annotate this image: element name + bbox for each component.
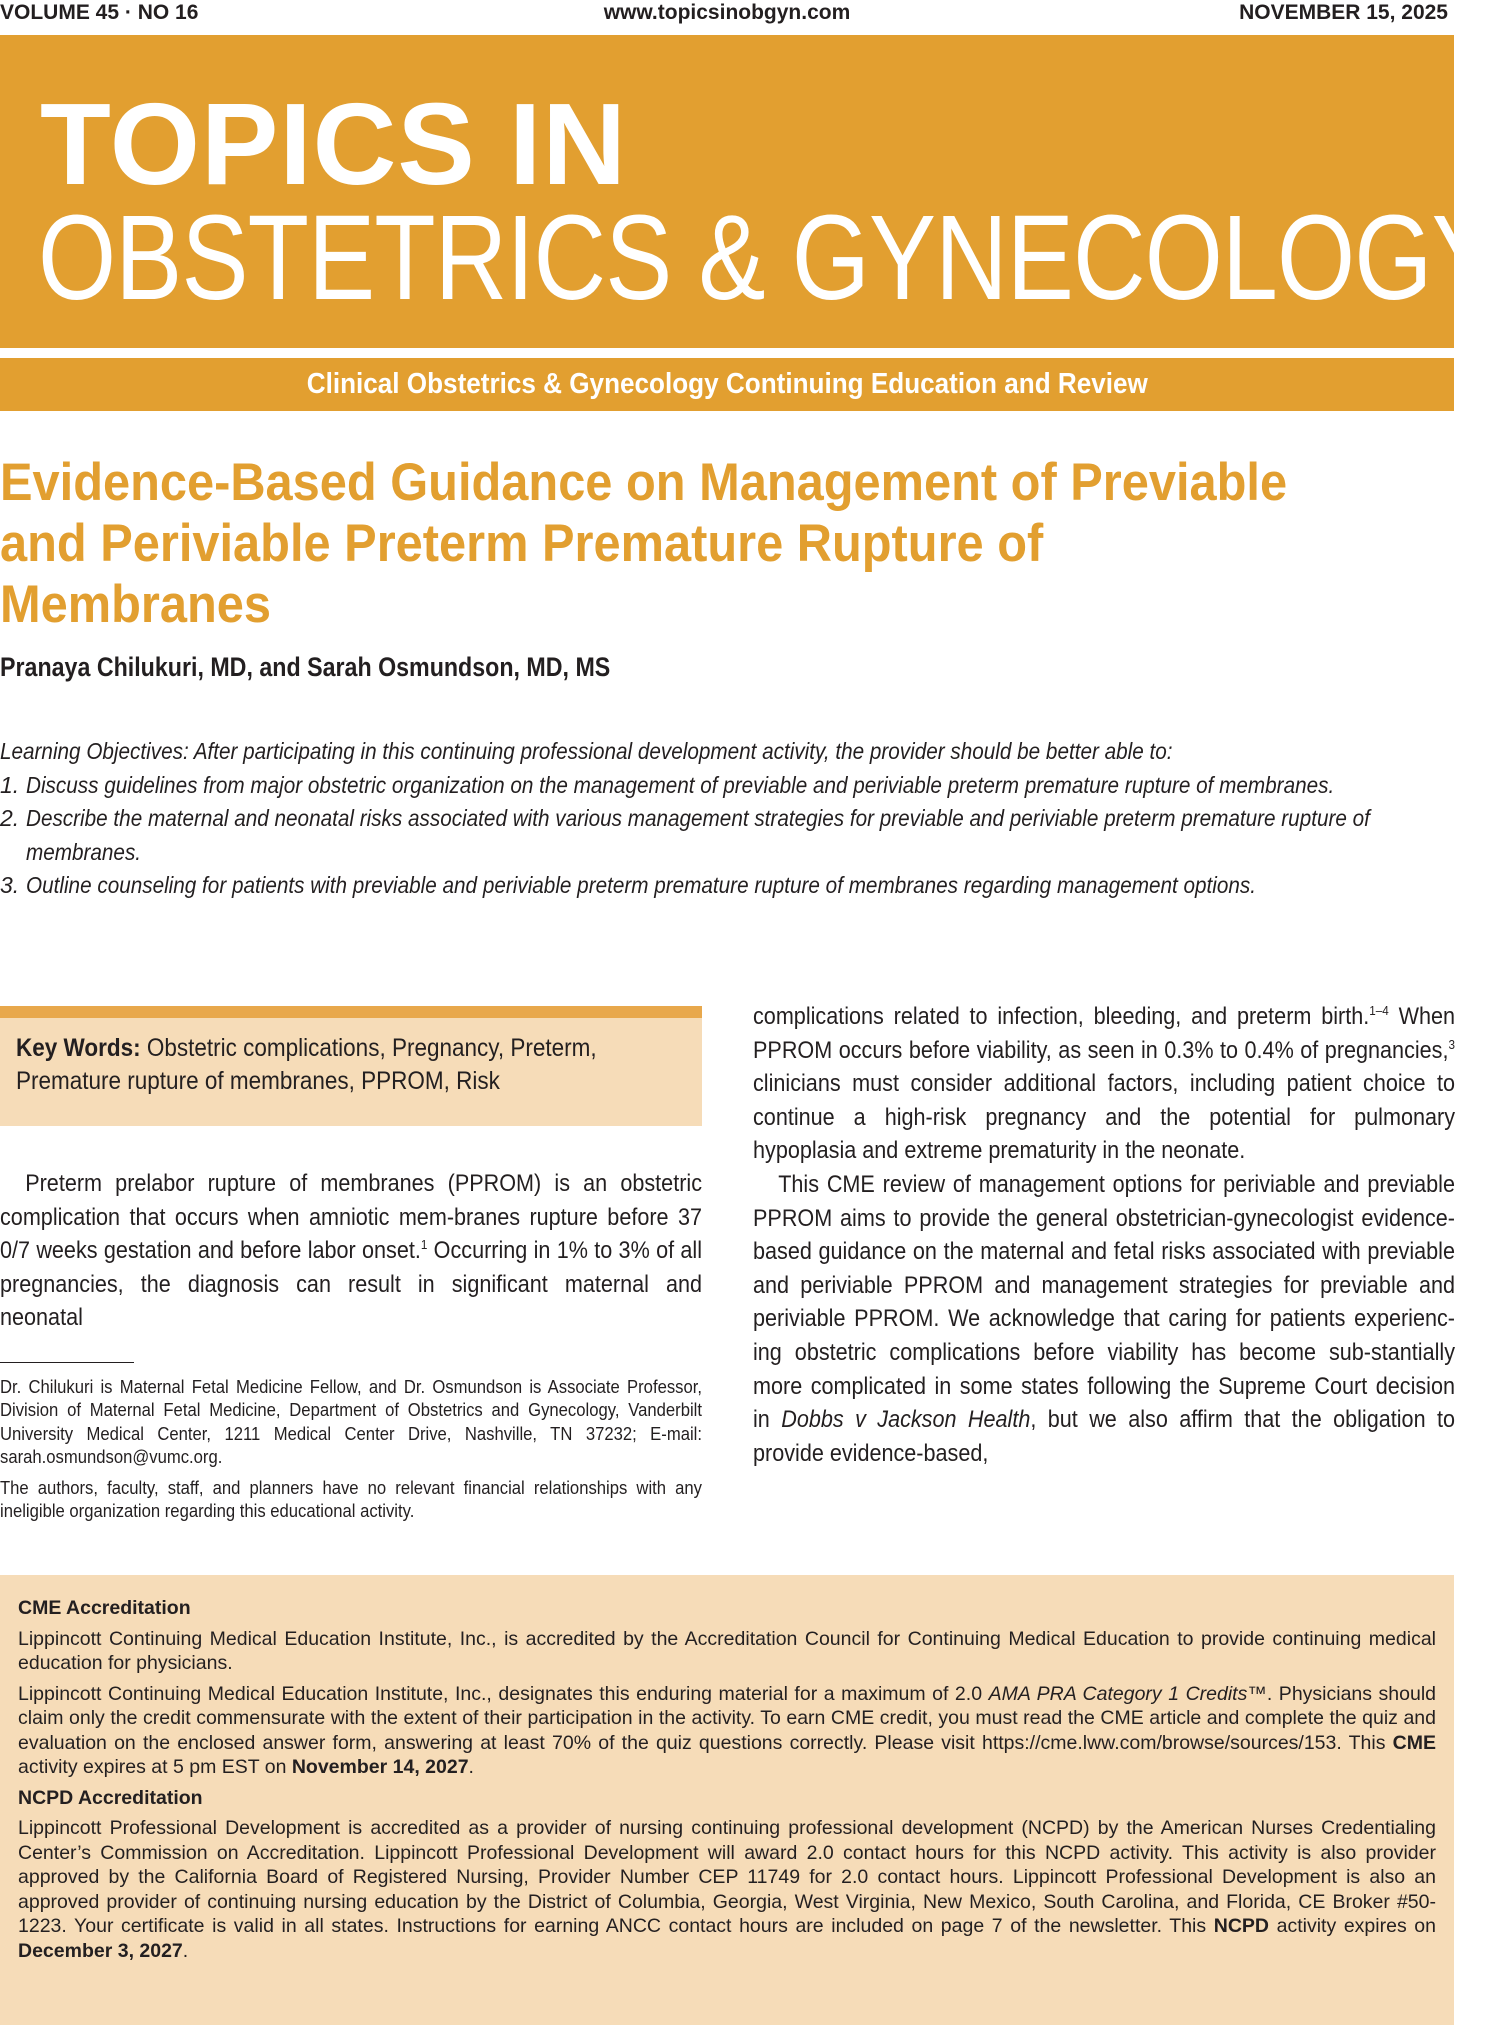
learning-objective-item	[0, 869, 1454, 903]
cme-expiry-date: November 14, 2027	[291, 1756, 469, 1778]
ncpd-accreditation-heading: NCPD Accreditation	[18, 1786, 203, 1809]
body-paragraph	[753, 1000, 1455, 1168]
body-text: clinicians must consider additional factors, including patient choice to continue a high-risk pregnancy and the potential for pulmonary hypoplasia and extreme prematurity in the neonate.	[753, 1070, 1455, 1165]
ncpd-accreditation-statement	[18, 1816, 1436, 1963]
website-link[interactable]: www.topicsinobgyn.com	[603, 1, 851, 24]
volume-issue: VOLUME 45 · NO 16	[0, 1, 199, 24]
learning-objective-item	[0, 802, 1454, 869]
objective-number: 3.	[0, 872, 20, 898]
masthead-subtitle	[0, 358, 1454, 411]
learning-objective-item	[0, 769, 1454, 803]
objective-text: Outline counseling for patients with previable and periviable preterm premature rupture of membranes regarding management options.	[26, 872, 1257, 898]
objective-number: 1.	[0, 771, 20, 798]
learning-objectives-intro: Learning Objectives: After participating in this continuing professional development activity, the provider should be better able to:	[0, 738, 1173, 764]
body-paragraph	[753, 1168, 1455, 1470]
keywords-text	[16, 1032, 700, 1098]
footnote-divider	[0, 1362, 134, 1363]
keywords-label: Key Words:	[16, 1034, 141, 1062]
learning-objectives	[0, 735, 1454, 903]
citation[interactable]: 1	[420, 1237, 428, 1253]
cme-text: activity expires at 5 pm EST on	[18, 1756, 292, 1778]
body-column-left	[0, 1167, 702, 1335]
objective-number: 2.	[0, 805, 20, 831]
masthead-title-line2: OBSTETRICS & GYNECOLOGY	[38, 189, 1498, 325]
ncpd-expiry-date: December 3, 2027	[18, 1939, 183, 1962]
article-title-line: Evidence-Based Guidance on Management of Previable	[0, 453, 1288, 512]
body-text: When PPROM occurs before viability, as seen in 0.3% to 0.4% of pregnancies,	[753, 1003, 1455, 1064]
masthead-title-line1: TOPICS IN	[40, 79, 627, 209]
citation[interactable]: 3	[1448, 1036, 1455, 1052]
cme-label: CME	[1392, 1731, 1436, 1754]
article-title	[0, 452, 1454, 635]
masthead-subtitle-text: Clinical Obstetrics & Gynecology Continuing Education and Review	[306, 368, 1148, 400]
cme-credit-designation	[18, 1682, 1436, 1780]
author-affiliation: Dr. Chilukuri is Maternal Fetal Medicine Fellow, and Dr. Osmundson is Associate Professor, Division of Maternal Fetal Medicine, Department of Obstetrics and Gynecology, Vanderbilt University Medical Center, 1211 Medical Center Drive, Nashville, TN 37232; E-mail: sarah.osmundson@vumc.org.	[0, 1376, 702, 1467]
objective-text: Describe the maternal and neonatal risks associated with various management strategies for previable and periviable preterm premature rupture of membranes.	[26, 805, 1370, 865]
ncpd-text: activity expires on	[1269, 1915, 1436, 1937]
article-title-line: Membranes	[0, 575, 271, 634]
body-text: This CME review of management options for periviable and previable PPROM aims to provide the general obstetrician-gynecologist evidence-based guidance on the maternal and fetal risks associated with previable and periviable PPROM and management strategies for previable and periviable PPROM. We acknowledge that caring for patients experienc-ing obstetric complications before viability has become sub-stantially more complicated in some states following the Supreme Court decision in	[753, 1170, 1455, 1434]
keywords-box-accent-bar	[0, 1006, 702, 1018]
citation[interactable]: 1–4	[1369, 1003, 1389, 1018]
body-text: , but we also affirm that the obligation to provide evidence-based,	[753, 1406, 1456, 1467]
financial-disclosure: The authors, faculty, staff, and planners have no relevant financial relationships with any ineligible organization regarding this educational activity.	[0, 1477, 702, 1522]
case-name: Dobbs v Jackson Health	[781, 1406, 1031, 1434]
keywords-list: Obstetric complications, Pregnancy, Preterm, Premature rupture of membranes, PPROM, Risk	[16, 1034, 597, 1095]
author-footnotes	[0, 1375, 702, 1531]
article-title-line: and Periviable Preterm Premature Rupture of	[0, 514, 1044, 573]
body-text: Occurring in 1% to 3% of all pregnancies, the diagnosis can result in significant maternal and neonatal	[0, 1237, 702, 1332]
body-text: Preterm prelabor rupture of membranes (PPROM) is an obstetric complication that occurs when amniotic mem-branes rupture before 37 0/7 weeks gestation and before labor onset.	[0, 1170, 702, 1265]
running-header	[0, 0, 1454, 30]
ncpd-label: NCPD	[1213, 1915, 1270, 1937]
ncpd-text: Lippincott Professional Development is accredited as a provider of nursing continuing professional development (NCPD) by the American Nurses Credentialing Center’s Commission on Accreditation. Lippincott Professional Development will award 2.0 contact hours for this NCPD activity. This activity is also provider approved by the California Board of Registered Nursing, Provider Number CEP 11749 for 2.0 contact hours. Lippincott Professional Development is also an approved provider of continuing nursing education by the District of Columbia, Georgia, West Virginia, New Mexico, South Carolina, and Florida, CE Broker #50-1223. Your certificate is valid in all states. Instructions for earning ANCC contact hours are included on page 7 of the newsletter. This	[18, 1817, 1436, 1937]
body-column-right	[753, 1000, 1455, 1470]
cme-accreditation-statement: Lippincott Continuing Medical Education Institute, Inc., is accredited by the Accreditation Council for Continuing Medical Education to provide continuing medical education for physicians.	[18, 1627, 1436, 1674]
cme-text: ™. Physicians should claim only the credit commensurate with the extent of their participation in the activity. To earn CME credit, you must read the CME article and complete the quiz and evaluation on the enclosed answer form, answering at least 70% of the quiz questions correctly. Please visit https://cme.lww.com/browse/sources/153. This	[18, 1682, 1437, 1754]
cme-text: .	[468, 1756, 474, 1778]
issue-date: NOVEMBER 15, 2025	[1239, 1, 1448, 24]
body-paragraph	[0, 1167, 702, 1335]
article-authors: Pranaya Chilukuri, MD, and Sarah Osmundson, MD, MS	[0, 652, 611, 682]
accreditation-content	[18, 1596, 1436, 1969]
cme-text: Lippincott Continuing Medical Education Institute, Inc., designates this enduring material for a maximum of 2.0	[18, 1682, 989, 1705]
credit-name: AMA PRA Category 1 Credits	[988, 1682, 1248, 1705]
body-text: complications related to infection, bleeding, and preterm birth.	[753, 1003, 1370, 1030]
ncpd-text: .	[182, 1939, 189, 1962]
objective-text: Discuss guidelines from major obstetric organization on the management of previable and periviable preterm premature rupture of membranes.	[26, 771, 1335, 798]
cme-accreditation-heading: CME Accreditation	[18, 1597, 191, 1619]
